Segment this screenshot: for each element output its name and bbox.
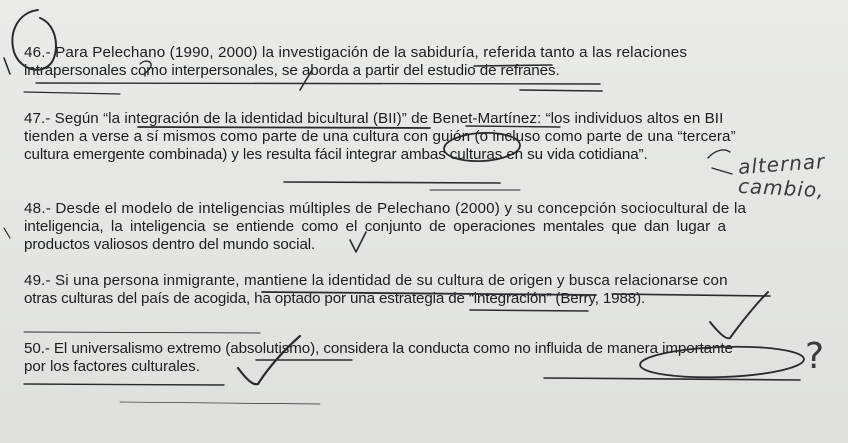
question-47-line-1: 47.- Según “la integración de la identidad bicultural (BII)” de Benet-Martínez: “los individuos altos en BII — [24, 110, 724, 127]
question-46-line-1: 46.- Para Pelechano (1990, 2000) la investigación de la sabiduría, referida tanto a las relaciones — [24, 44, 688, 61]
question-48-line-1: 48.- Desde el modelo de inteligencias múltiples de Pelechano (2000) y su concepción sociocultural de la — [24, 200, 747, 217]
question-48-line-3: productos valiosos dentro del mundo social. — [24, 236, 316, 253]
handwritten-question-mark: ? — [805, 336, 826, 377]
underline-46-line2 — [36, 83, 600, 84]
question-46 — [24, 44, 804, 80]
question-47-line-3: cultura emergente combinada) y les resulta fácil integrar ambas culturas en su vida cotidiana”. — [24, 146, 648, 163]
underline-integracion — [470, 310, 588, 311]
underline-resulta-facil — [284, 182, 500, 183]
question-49-line-2: otras culturas del país de acogida, ha optado por una estrategia de “integración” (Berry, 1988). — [24, 290, 646, 307]
question-49 — [24, 272, 804, 308]
question-47 — [24, 110, 804, 164]
tick-mark-46 — [4, 58, 10, 74]
question-48 — [24, 200, 804, 254]
underline-refranes — [520, 90, 602, 91]
underline-factores — [24, 384, 224, 385]
margin-stroke-48 — [4, 228, 10, 238]
line-under-49 — [24, 332, 260, 333]
handwritten-note-alternar: alternar — [737, 148, 827, 180]
handwritten-note-cambio: cambio, — [737, 173, 826, 203]
question-49-line-1: 49.- Si una persona inmigrante, mantiene la identidad de su cultura de origen y busca relacionarse con — [24, 272, 728, 289]
faint-bottom-stroke — [120, 402, 320, 404]
question-48-line-2: inteligencia, la inteligencia se entiende como el conjunto de operaciones mentales que dan lugar a — [24, 218, 726, 235]
question-50 — [24, 340, 804, 376]
question-46-line-2: intrapersonales como interpersonales, se aborda a partir del estudio de refranes. — [24, 62, 560, 79]
question-47-line-2: tienden a verse a sí mismos como parte de una cultura con guión (o incluso como parte de una “tercera” — [24, 128, 736, 145]
underline-no-influida — [544, 378, 800, 380]
question-50-line-1: 50.- El universalismo extremo (absolutismo), considera la conducta como no influida de manera importante — [24, 340, 733, 357]
margin-stroke-46 — [24, 92, 120, 94]
question-50-line-2: por los factores culturales. — [24, 358, 200, 375]
